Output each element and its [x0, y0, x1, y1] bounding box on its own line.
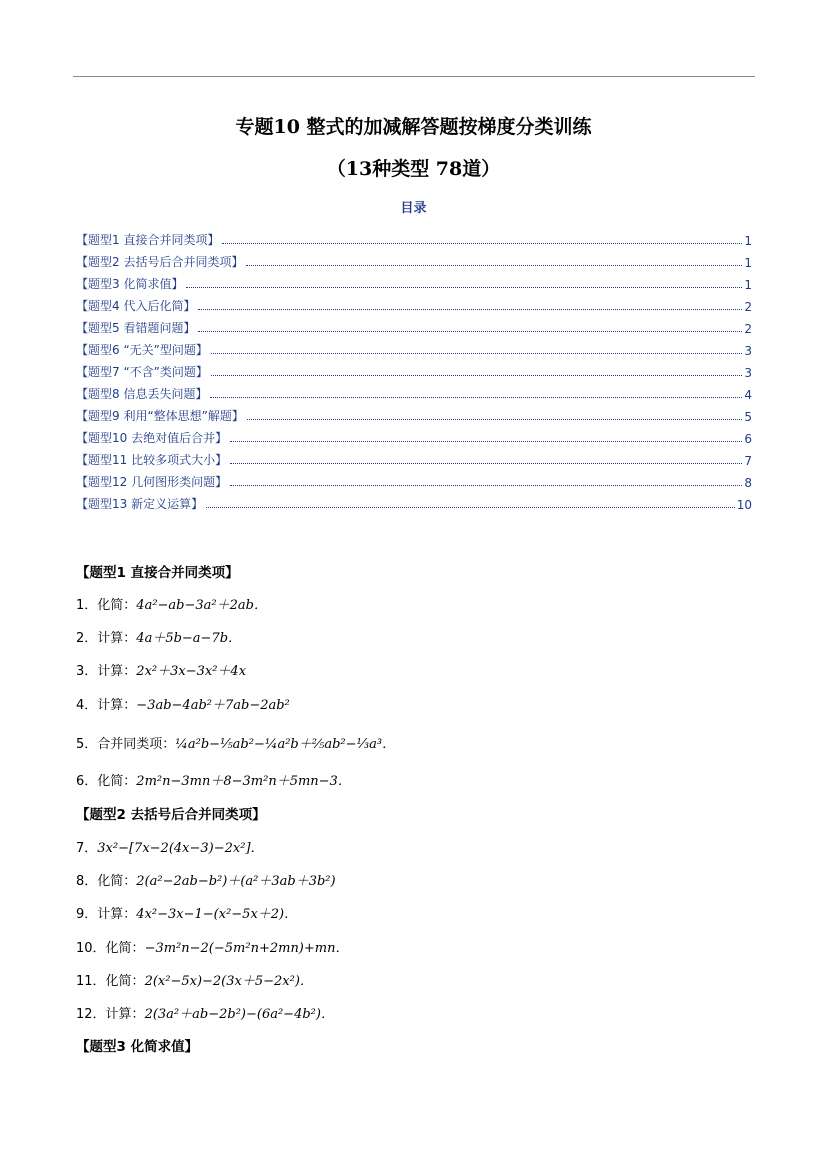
- question-expression: 4a²−ab−3a²＋2ab．: [136, 598, 267, 613]
- toc-entry[interactable]: [76, 314, 752, 336]
- toc-entry-label: 【题型13 新定义运算】: [76, 497, 204, 511]
- question-expression: 2(a²−2ab−b²)＋(a²＋3ab＋3b²): [136, 874, 336, 889]
- toc-entry[interactable]: [76, 402, 752, 424]
- question-prefix: 化简：: [105, 974, 145, 989]
- question-prefix: 计算：: [97, 631, 137, 646]
- toc-entry-page: 3: [744, 366, 752, 380]
- toc-entry[interactable]: [76, 380, 752, 402]
- toc-entry-page: 1: [744, 256, 752, 270]
- question-item: [76, 594, 267, 613]
- question-prefix: 合并同类项：: [97, 737, 176, 752]
- question-prefix: 计算：: [105, 1007, 145, 1022]
- question-item: [76, 1003, 334, 1022]
- document-title: 专题10 整式的加减解答题按梯度分类训练: [235, 116, 592, 138]
- question-expression: −3ab−4ab²＋7ab−2ab²: [136, 698, 290, 713]
- toc-entry[interactable]: [76, 248, 752, 270]
- toc-entry-label: 【题型5 看错题问题】: [76, 321, 196, 335]
- question-number: 6．: [76, 774, 98, 789]
- question-prefix: 计算：: [97, 698, 137, 713]
- question-prefix: 计算：: [97, 664, 137, 679]
- toc-leader: [206, 506, 735, 508]
- question-number: 11．: [76, 974, 106, 989]
- toc-leader: [198, 330, 742, 332]
- toc-leader: [222, 242, 742, 244]
- question-number: 1．: [76, 598, 98, 613]
- toc-entry-label: 【题型1 直接合并同类项】: [76, 233, 220, 247]
- toc-entry-label: 【题型6 “无关”型问题】: [76, 343, 208, 357]
- question-expression: 4a＋5b−a−7b．: [136, 631, 242, 646]
- toc-leader: [211, 374, 742, 376]
- section-heading: 【题型3 化简求值】: [76, 1039, 199, 1055]
- toc-entry-label: 【题型12 几何图形类问题】: [76, 475, 228, 489]
- toc-heading: 目录: [400, 201, 427, 216]
- toc-entry-page: 2: [744, 300, 752, 314]
- question-expression: 2x²＋3x−3x²＋4x: [136, 664, 247, 679]
- question-expression: 2(3a²＋ab−2b²)−(6a²−4b²)．: [144, 1007, 334, 1022]
- question-item: [76, 733, 395, 752]
- question-expression: 2m²n−3mn＋8−3m²n＋5mn−3．: [136, 774, 351, 789]
- toc-entry[interactable]: [76, 490, 752, 512]
- question-expression: 4x²−3x−1−(x²−5x＋2)．: [136, 907, 298, 922]
- question-item: [76, 770, 351, 789]
- toc-entry[interactable]: [76, 468, 752, 490]
- question-number: 8．: [76, 874, 98, 889]
- toc-leader: [247, 418, 742, 420]
- question-number: 2．: [76, 631, 98, 646]
- question-number: 3．: [76, 664, 98, 679]
- question-prefix: 化简：: [105, 941, 145, 956]
- toc-leader: [210, 396, 742, 398]
- table-of-contents: [76, 226, 752, 512]
- toc-leader: [186, 286, 742, 288]
- toc-entry-label: 【题型11 比较多项式大小】: [76, 453, 228, 467]
- header-rule: [73, 76, 755, 77]
- toc-entry-label: 【题型10 去绝对值后合并】: [76, 431, 228, 445]
- section-heading: 【题型2 去括号后合并同类项】: [76, 807, 266, 823]
- question-expression: ¼a²b−⅕ab²−¼a²b＋⅖ab²−⅓a³．: [175, 737, 396, 752]
- question-expression: 3x²−[7x−2(4x−3)−2x²]．: [97, 841, 264, 856]
- question-item: [76, 694, 290, 713]
- toc-entry[interactable]: [76, 358, 752, 380]
- toc-leader: [230, 484, 742, 486]
- question-number: 5．: [76, 737, 98, 752]
- toc-entry-page: 3: [744, 344, 752, 358]
- toc-entry-label: 【题型3 化简求值】: [76, 277, 184, 291]
- question-number: 4．: [76, 698, 98, 713]
- document-subtitle: （13种类型 78道）: [326, 158, 501, 180]
- toc-entry-label: 【题型2 去括号后合并同类项】: [76, 255, 244, 269]
- question-item: [76, 837, 264, 856]
- question-item: [76, 870, 336, 889]
- toc-entry-page: 6: [744, 432, 752, 446]
- toc-entry-page: 4: [744, 388, 752, 402]
- toc-entry-page: 1: [744, 234, 752, 248]
- toc-leader: [211, 352, 742, 354]
- section-heading: 【题型1 直接合并同类项】: [76, 565, 239, 581]
- question-number: 12．: [76, 1007, 106, 1022]
- toc-entry[interactable]: [76, 336, 752, 358]
- question-expression: −3m²n−2(−5m²n+2mn)+mn．: [144, 941, 349, 956]
- question-prefix: 计算：: [97, 907, 137, 922]
- toc-leader: [246, 264, 742, 266]
- toc-entry-label: 【题型9 利用“整体思想”解题】: [76, 409, 244, 423]
- toc-entry-page: 2: [744, 322, 752, 336]
- toc-entry[interactable]: [76, 446, 752, 468]
- toc-entry-label: 【题型8 信息丢失问题】: [76, 387, 208, 401]
- toc-entry[interactable]: [76, 424, 752, 446]
- toc-entry-label: 【题型4 代入后化简】: [76, 299, 196, 313]
- toc-entry[interactable]: [76, 292, 752, 314]
- question-number: 7．: [76, 841, 98, 856]
- question-item: [76, 903, 297, 922]
- question-prefix: 化简：: [97, 598, 137, 613]
- question-prefix: 化简：: [97, 874, 137, 889]
- toc-entry-page: 1: [744, 278, 752, 292]
- toc-entry[interactable]: [76, 270, 752, 292]
- question-item: [76, 937, 348, 956]
- toc-entry-label: 【题型7 “不含”类问题】: [76, 365, 208, 379]
- question-number: 10．: [76, 941, 106, 956]
- toc-leader: [230, 462, 742, 464]
- question-item: [76, 660, 246, 679]
- toc-entry-page: 7: [744, 454, 752, 468]
- question-item: [76, 970, 313, 989]
- toc-leader: [230, 440, 742, 442]
- question-item: [76, 627, 241, 646]
- toc-entry-page: 8: [744, 476, 752, 490]
- question-prefix: 化简：: [97, 774, 137, 789]
- toc-leader: [198, 308, 742, 310]
- toc-entry-page: 5: [744, 410, 752, 424]
- question-number: 9．: [76, 907, 98, 922]
- question-expression: 2(x²−5x)−2(3x＋5−2x²)．: [144, 974, 313, 989]
- toc-entry-page: 10: [736, 498, 752, 512]
- toc-entry[interactable]: [76, 226, 752, 248]
